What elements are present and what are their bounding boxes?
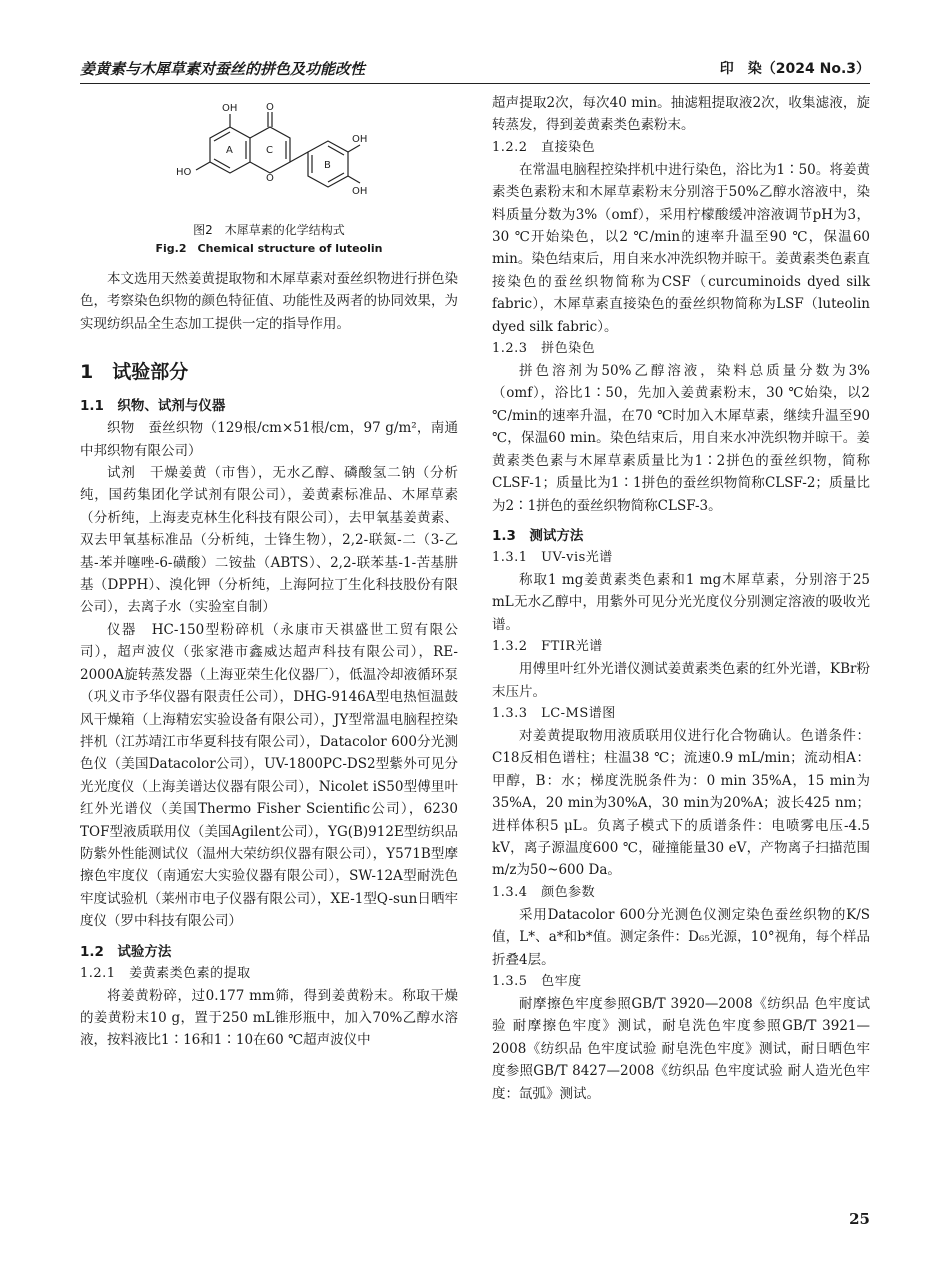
atom-label: O: [266, 173, 274, 184]
figure-caption-en: [80, 240, 458, 266]
ring-label: A: [226, 145, 233, 156]
ring-b-double: [328, 173, 344, 182]
luteolin-structure: [170, 100, 370, 220]
journal-issue: 印 染（2024 No.3）: [719, 61, 870, 77]
oh-bond: [348, 145, 360, 152]
ring-label: B: [324, 160, 331, 171]
section-1-3-2-heading: 1.3.2 FTIR光谱: [492, 639, 603, 655]
ring-link-bond: [290, 152, 308, 162]
ftir-paragraph: 用傅里叶红外光谱仪测试姜黄素类色素的红外光谱，KBr粉末压片。: [492, 661, 870, 700]
section-1-3-5-heading: 1.3.5 色牢度: [492, 974, 582, 989]
section-1-2-3-heading: 1.2.3 拼色染色: [492, 341, 596, 357]
caption-cn-text: 图2 木犀草素的化学结构式: [193, 223, 345, 237]
caption-en-text: Fig.2 Chemical structure of luteolin: [155, 242, 383, 255]
atom-label: OH: [352, 186, 368, 197]
header-rule: [80, 83, 870, 84]
atom-label: HO: [176, 167, 192, 178]
section-1-heading: 1 试验部分: [80, 361, 189, 384]
ring-b-double: [328, 146, 344, 155]
section-1-2-1-heading: 1.2.1 姜黄素类色素的提取: [80, 965, 251, 981]
section-1-3-heading: 1.3 测试方法: [492, 527, 584, 544]
section-1-3-1-heading: 1.3.1 UV-vis光谱: [492, 549, 613, 565]
atom-label: OH: [222, 103, 238, 114]
ring-a-double: [214, 132, 230, 141]
color-fastness-paragraph: 耐摩擦色牢度参照GB/T 3920—2008《纺织品 色牢度试验 耐摩擦色牢度》测试，耐皂洗色牢度参照GB/T 3921—2008《纺织品 色牢度试验 耐皂洗色牢度》测试，耐日晒色牢度参照GB/T 8427—2008《纺织品 色牢度试验 耐人造光色牢度：氙弧》测试。: [492, 996, 870, 1102]
oh-bond: [348, 176, 360, 183]
section-1-3-4-heading: 1.3.4 颜色参数: [492, 884, 596, 900]
combination-dyeing-paragraph: 拼色溶剂为50%乙醇溶液，染料总质量分数为3%（omf），浴比1∶50，先加入姜黄素粉末，30 ℃始染，以2 ℃/min的速率升温，在70 ℃时加入木犀草素，继续升温至90 ℃，保温60 min。染色结束后，用自来水冲洗织物并晾干。姜黄素类色素与木犀草素质量比为1∶2拼色的蚕丝织物，简称CLSF-1；质量比为1∶1拼色的蚕丝织物简称CLSF-2；质量比为2∶1拼色的蚕丝织物简称CLSF-3。: [492, 363, 870, 514]
atom-label: OH: [352, 134, 368, 145]
page-number: 25: [849, 1210, 870, 1228]
right-column: [492, 92, 870, 1105]
fabric-paragraph: 织物 蚕丝织物（129根/cm×51根/cm，97 g/m²，南通中邦织物有限公司）: [80, 420, 458, 459]
section-1-2-2-heading: 1.2.2 直接染色: [492, 139, 596, 155]
color-parameters-paragraph: 采用Datacolor 600分光测色仪测定染色蚕丝织物的K/S值，L*、a*和b*值。测定条件：D₆₅光源，10°视角，每个样品折叠4层。: [492, 906, 870, 968]
lcms-paragraph: 对姜黄提取物用液质联用仪进行化合物确认。色谱条件：C18反相色谱柱；柱温38 ℃；流速0.9 mL/min；流动相A：甲醇，B：水；梯度洗脱条件为：0 min 35%A，15 min为35%A，20 min为30%A，30 min为20%A；波长425 nm；进样体积5 μL。负离子模式下的质谱条件：电喷雾电压-4.5 kV，离子源温度600 ℃，碰撞能量30 eV，产物离子扫描范围m/z为50~600 Da。: [492, 727, 870, 879]
extraction-paragraph: 将姜黄粉碎，过0.177 mm筛，得到姜黄粉末。称取干燥的姜黄粉末10 g，置于250 mL锥形瓶中，加入70%乙醇水溶液，按料液比1∶16和1∶10在60 ℃超声波仪中: [80, 987, 458, 1049]
left-column: [80, 92, 458, 1052]
uvvis-paragraph: 称取1 mg姜黄素类色素和1 mg木犀草素，分别溶于25 mL无水乙醇中，用紫外可见分光光度仪分别测定溶液的吸收光谱。: [492, 571, 870, 633]
section-1-1-heading: 1.1 织物、试剂与仪器: [80, 398, 226, 415]
reagents-paragraph: 试剂 干燥姜黄（市售），无水乙醇、磷酸氢二钠（分析纯，国药集团化学试剂有限公司），姜黄素标准品、木犀草素（分析纯，上海麦克林生化科技有限公司），去甲氧基姜黄素、双去甲氧基标准品（分析纯，士锋生物），2,2-联氮-二（3-乙基-苯并噻唑-6-磺酸）二铵盐（ABTS）、2,2-联苯基-1-苦基肼基（DPPH）、溴化钾（分析纯，上海阿拉丁生化科技股份有限公司），去离子水（实验室自制）: [80, 465, 458, 616]
intro-paragraph: 本文选用天然姜黄提取物和木犀草素对蚕丝织物进行拼色染色，考察染色织物的颜色特征值、功能性及两者的协同效果，为实现纺织品全生态加工提供一定的指导作用。: [80, 271, 458, 332]
atom-label: O: [266, 102, 274, 113]
extraction-paragraph-cont: 超声提取2次，每次40 min。抽滤粗提取液2次，收集滤液，旋转蒸发，得到姜黄素类色素粉末。: [492, 95, 870, 134]
instruments-paragraph: 仪器 HC-150型粉碎机（永康市天祺盛世工贸有限公司），超声波仪（张家港市鑫威达超声科技有限公司），RE-2000A旋转蒸发器（上海亚荣生化仪器厂），低温冷却液循环泵（巩义市予华仪器有限责任公司），DHG-9146A型电热恒温鼓风干燥箱（上海精宏实验设备有限公司），JY型常温电脑程控染拌机（江苏靖江市华夏科技有限公司），Datacolor 600分光测色仪（美国Datacolor公司），UV-1800PC-DS2型紫外可见分光光度仪（上海美谱达仪器有限公司），Nicolet iS50型傅里叶红外光谱仪（美国Thermo Fisher Scientific公司），6230 TOF型液质联用仪（美国Agilent公司），YG(B)912E型纺织品防紫外性能测试仪（温州大荣纺织仪器有限公司），Y571B型摩擦色牢度仪（南通宏大实验仪器有限公司），SW-12A型耐洗色牢度试验机（莱州市电子仪器有限公司），XE-1型Q-sun日晒牢度仪（罗中科技有限公司）: [80, 621, 458, 930]
section-1-2-heading: 1.2 试验方法: [80, 943, 172, 960]
figure-luteolin: [80, 92, 458, 254]
ring-a-double: [214, 159, 230, 168]
ho-bond: [196, 162, 210, 170]
figure-caption-cn: [80, 220, 458, 240]
direct-dyeing-paragraph: 在常温电脑程控染拌机中进行染色，浴比为1∶50。将姜黄素类色素粉末和木犀草素粉末分别溶于50%乙醇水溶液中，染料质量分数为3%（omf），采用柠檬酸缓冲溶液调节pH为3，30 ℃开始染色，以2 ℃/min的速率升温至90 ℃，保温60 min。染色结束后，用自来水冲洗织物并晾干。姜黄素类色素直接染色的蚕丝织物简称为CSF（curcuminoids dyed silk fabric），木犀草素直接染色的蚕丝织物简称为LSF（luteolin dyed silk fabric）。: [492, 161, 870, 335]
running-title: 姜黄素与木犀草素对蚕丝的拼色及功能改性: [80, 60, 366, 78]
section-1-3-3-heading: 1.3.3 LC-MS谱图: [492, 705, 616, 721]
ring-label: C: [266, 145, 273, 156]
